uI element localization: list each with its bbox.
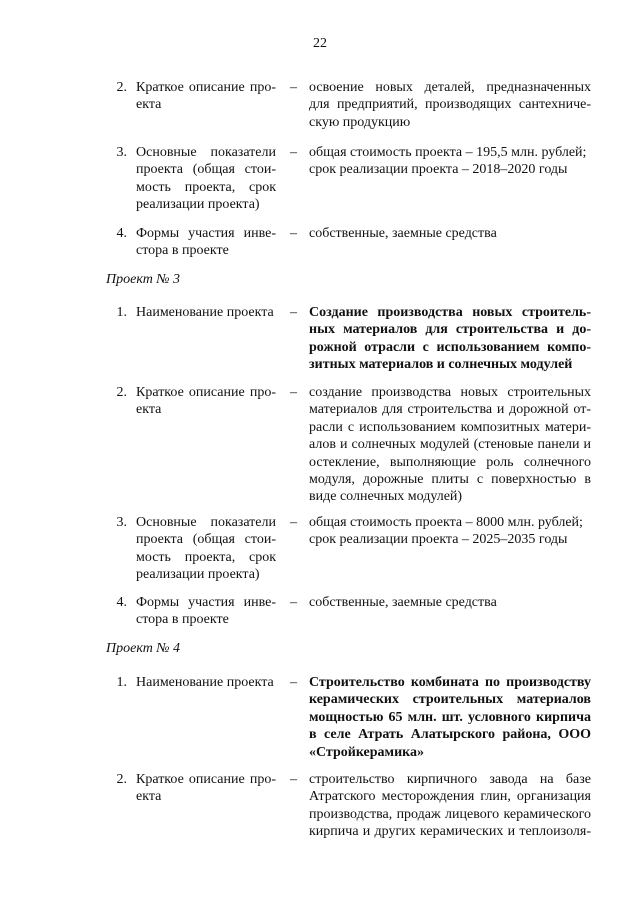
project-3-heading: Проект № 3 [106, 272, 180, 287]
row-number: 2. [116, 385, 127, 400]
row-label: Основные показатели проекта (общая стои- мость проекта, срок реализации проекта) [136, 515, 276, 583]
row-value: Строительство комбината по производству керамических строительных материалов мощностью 65 млн. шт. условного кирпича в селе Атрать Алатырского района, ООО «Стройкерамика» [309, 675, 591, 760]
row-dash: – [290, 385, 297, 400]
row-label: Краткое описание про- екта [136, 80, 276, 113]
row-dash: – [290, 515, 297, 530]
row-dash: – [290, 80, 297, 95]
row-number: 2. [116, 80, 127, 95]
row-dash: – [290, 226, 297, 241]
row-label: Наименование проекта [136, 305, 274, 320]
row-number: 1. [116, 675, 127, 690]
row-value: создание производства новых строительных материалов для строительства и дорожной от- расли с использованием композитных матери- алов и солнечных модулей (стеновые панели и остекление, выполняющие роль солнечного модуля, дорожные плиты с поверхностью в виде солнечных модулей) [309, 385, 591, 505]
row-dash: – [290, 772, 297, 787]
row-label: Наименование проекта [136, 675, 274, 690]
row-label: Краткое описание про- екта [136, 385, 276, 418]
row-value: строительство кирпичного завода на базе Атратского месторождения глин, организация производства, продаж лицевого керамического кирпича и других керамических и теплоизоля- [309, 772, 591, 840]
row-value: общая стоимость проекта – 195,5 млн. рублей; срок реализации проекта – 2018–2020 годы [309, 145, 587, 178]
row-number: 4. [116, 226, 127, 241]
project-4-heading: Проект № 4 [106, 641, 180, 656]
row-number: 2. [116, 772, 127, 787]
row-dash: – [290, 595, 297, 610]
row-number: 3. [116, 515, 127, 530]
row-value: собственные, заемные средства [309, 226, 497, 241]
row-label: Краткое описание про- екта [136, 772, 276, 805]
row-value: общая стоимость проекта – 8000 млн. рублей; срок реализации проекта – 2025–2035 годы [309, 515, 583, 548]
page-number: 22 [313, 36, 327, 51]
row-value: освоение новых деталей, предназначенных для предприятий, производящих сантехниче- скую продукцию [309, 80, 591, 130]
row-value: собственные, заемные средства [309, 595, 497, 610]
row-dash: – [290, 675, 297, 690]
row-dash: – [290, 305, 297, 320]
row-number: 1. [116, 305, 127, 320]
row-number: 3. [116, 145, 127, 160]
row-label: Основные показатели проекта (общая стои- мость проекта, срок реализации проекта) [136, 145, 276, 213]
row-value: Создание производства новых строитель- ных материалов для строительства и до- рожной отрасли с использованием компо- зитных материалов и солнечных модулей [309, 305, 591, 373]
row-label: Формы участия инве- стора в проекте [136, 595, 276, 628]
row-label: Формы участия инве- стора в проекте [136, 226, 276, 259]
row-number: 4. [116, 595, 127, 610]
row-dash: – [290, 145, 297, 160]
